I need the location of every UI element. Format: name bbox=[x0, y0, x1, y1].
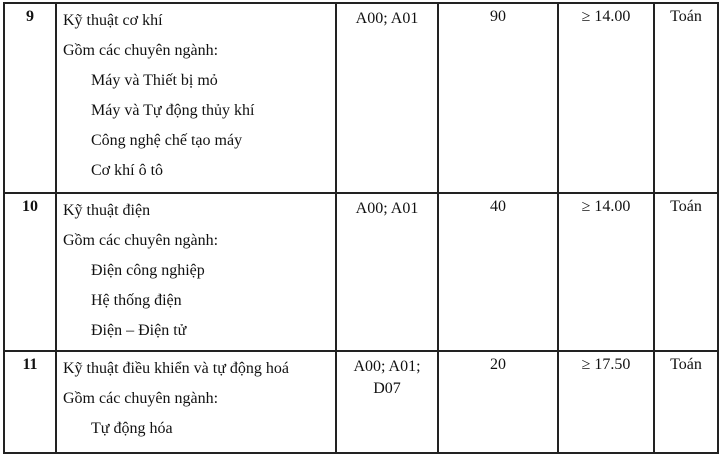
combo-text: A00; A01 bbox=[355, 200, 419, 217]
row-number: 9 bbox=[4, 3, 56, 193]
major-item: Máy và Tự động thủy khí bbox=[91, 102, 255, 119]
min-score: ≥ 14.00 bbox=[558, 3, 654, 193]
program-cell bbox=[56, 193, 336, 351]
program-name: Kỹ thuật điều khiển và tự động hoá bbox=[63, 360, 289, 377]
quota: 20 bbox=[438, 351, 558, 453]
subject-combos bbox=[336, 351, 438, 453]
major-item: Điện – Điện tử bbox=[91, 322, 187, 339]
major-item: Tự động hóa bbox=[91, 420, 173, 437]
row-number: 11 bbox=[4, 351, 56, 453]
program-cell bbox=[56, 351, 336, 453]
table-row bbox=[4, 351, 718, 453]
majors-heading: Gồm các chuyên ngành: bbox=[63, 232, 219, 249]
majors-heading: Gồm các chuyên ngành: bbox=[63, 42, 219, 59]
quota: 40 bbox=[438, 193, 558, 351]
program-name: Kỹ thuật điện bbox=[63, 202, 151, 219]
major-item: Công nghệ chế tạo máy bbox=[91, 132, 243, 149]
quota: 90 bbox=[438, 3, 558, 193]
admissions-table bbox=[3, 2, 719, 454]
major-item: Điện công nghiệp bbox=[91, 262, 205, 279]
major-item: Máy và Thiết bị mỏ bbox=[91, 72, 218, 89]
main-subject: Toán bbox=[654, 351, 718, 453]
main-subject: Toán bbox=[654, 193, 718, 351]
major-item: Cơ khí ô tô bbox=[91, 162, 164, 179]
program-name: Kỹ thuật cơ khí bbox=[63, 12, 163, 29]
subject-combos bbox=[336, 3, 438, 193]
subject-combos bbox=[336, 193, 438, 351]
combo-text: A00; A01; D07 bbox=[353, 358, 421, 397]
main-subject: Toán bbox=[654, 3, 718, 193]
table-row bbox=[4, 3, 718, 193]
combo-text: A00; A01 bbox=[355, 10, 419, 27]
row-number: 10 bbox=[4, 193, 56, 351]
major-item: Hệ thống điện bbox=[91, 292, 182, 309]
program-cell bbox=[56, 3, 336, 193]
majors-heading: Gồm các chuyên ngành: bbox=[63, 390, 219, 407]
min-score: ≥ 17.50 bbox=[558, 351, 654, 453]
table-row bbox=[4, 193, 718, 351]
min-score: ≥ 14.00 bbox=[558, 193, 654, 351]
